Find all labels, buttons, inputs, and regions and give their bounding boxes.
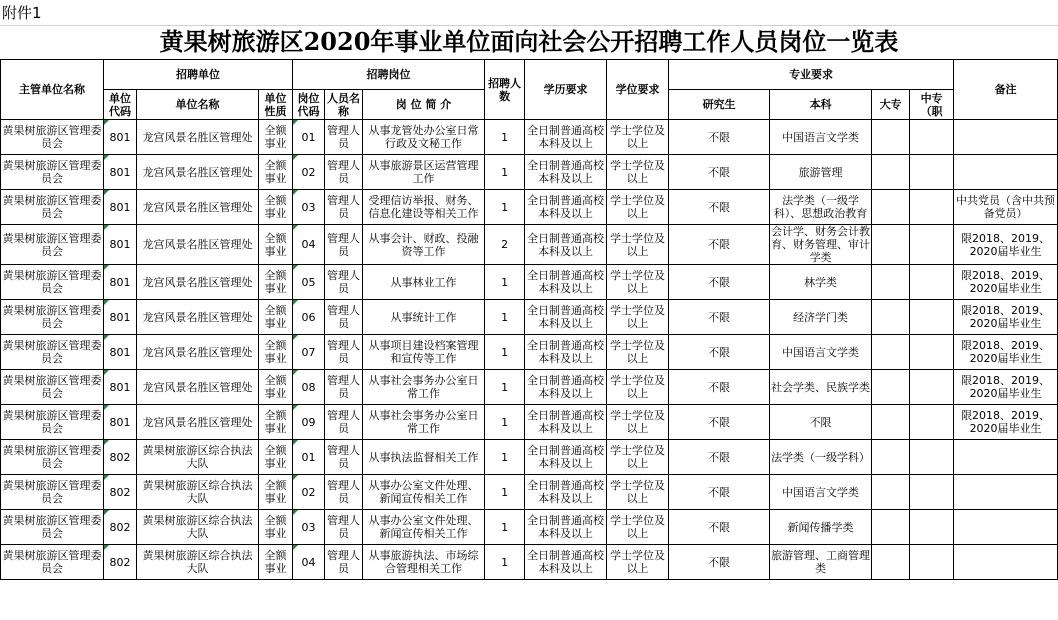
- cell-staff[interactable]: 管理人员: [325, 155, 363, 190]
- cell-vocational[interactable]: [910, 370, 954, 405]
- cell-college[interactable]: [872, 405, 910, 440]
- cell-college[interactable]: [872, 545, 910, 580]
- cell-count[interactable]: 2: [485, 225, 525, 265]
- cell-edu[interactable]: 全日制普通高校本科及以上: [525, 225, 607, 265]
- cell-post-code[interactable]: 02: [293, 475, 325, 510]
- cell-vocational[interactable]: [910, 190, 954, 225]
- cell-edu[interactable]: 全日制普通高校本科及以上: [525, 120, 607, 155]
- cell-undergrad[interactable]: 不限: [770, 405, 872, 440]
- cell-staff[interactable]: 管理人员: [325, 370, 363, 405]
- cell-desc[interactable]: 从事办公室文件处理、新闻宣传相关工作: [363, 510, 485, 545]
- cell-edu[interactable]: 全日制普通高校本科及以上: [525, 335, 607, 370]
- cell-undergrad[interactable]: 会计学、财务会计教育、财务管理、审计学类: [771, 225, 871, 264]
- cell-desc[interactable]: 从事办公室文件处理、新闻宣传相关工作: [363, 475, 485, 510]
- cell-supervisor[interactable]: 黄果树旅游区管理委员会: [1, 370, 104, 405]
- cell-undergrad[interactable]: 中国语言文学类: [770, 335, 872, 370]
- cell-degree[interactable]: 学士学位及以上: [607, 155, 669, 190]
- table-row: [1, 300, 1058, 335]
- cell-degree[interactable]: 学士学位及以上: [607, 190, 669, 225]
- cell-college[interactable]: [872, 265, 910, 300]
- cell-supervisor[interactable]: 黄果树旅游区管理委员会: [1, 475, 104, 510]
- cell-vocational[interactable]: [910, 155, 954, 190]
- cell-nature[interactable]: 全额事业: [259, 405, 293, 440]
- cell-unit-code[interactable]: 802: [104, 440, 137, 475]
- cell-staff[interactable]: 管理人员: [325, 120, 363, 155]
- table-row: [1, 120, 1058, 155]
- cell-desc[interactable]: 从事项目建设档案管理和宣传等工作: [363, 335, 485, 370]
- cell-grad[interactable]: 不限: [669, 155, 770, 190]
- cell-grad[interactable]: 不限: [669, 475, 770, 510]
- cell-college[interactable]: [872, 120, 910, 155]
- cell-remarks[interactable]: [954, 545, 1058, 580]
- cell-desc[interactable]: 从事执法监督相关工作: [363, 440, 485, 475]
- cell-count[interactable]: 1: [485, 545, 525, 580]
- cell-unit-code[interactable]: 801: [104, 225, 137, 265]
- cell-count[interactable]: 1: [485, 120, 525, 155]
- header-college: 大专: [872, 90, 910, 120]
- table-row: [1, 475, 1058, 510]
- cell-unit-name[interactable]: 龙宫风景名胜区管理处: [137, 120, 259, 155]
- header-remarks: 备注: [954, 60, 1058, 120]
- cell-vocational[interactable]: [910, 120, 954, 155]
- cell-remarks[interactable]: 限2018、2019、2020届毕业生: [954, 265, 1058, 300]
- cell-undergrad[interactable]: 中国语言文学类: [770, 120, 872, 155]
- header-unit-name: 单位名称: [137, 90, 259, 120]
- cell-degree[interactable]: 学士学位及以上: [607, 510, 669, 545]
- cell-post-code[interactable]: 08: [293, 370, 325, 405]
- cell-degree[interactable]: 学士学位及以上: [607, 405, 669, 440]
- cell-edu[interactable]: 全日制普通高校本科及以上: [525, 440, 607, 475]
- table-row: [1, 405, 1058, 440]
- cell-unit-name[interactable]: 龙宫风景名胜区管理处: [137, 370, 259, 405]
- cell-supervisor[interactable]: 黄果树旅游区管理委员会: [1, 225, 104, 265]
- cell-edu[interactable]: 全日制普通高校本科及以上: [525, 510, 607, 545]
- cell-vocational[interactable]: [910, 440, 954, 475]
- cell-desc[interactable]: 从事会计、财政、投融资等工作: [363, 225, 485, 265]
- annex-label: 附件1: [2, 4, 42, 22]
- cell-college[interactable]: [872, 370, 910, 405]
- table-row: [1, 225, 1058, 265]
- cell-college[interactable]: [872, 440, 910, 475]
- cell-degree[interactable]: 学士学位及以上: [607, 335, 669, 370]
- cell-supervisor[interactable]: 黄果树旅游区管理委员会: [1, 265, 104, 300]
- table-row: [1, 545, 1058, 580]
- cell-vocational[interactable]: [910, 545, 954, 580]
- cell-staff[interactable]: 管理人员: [325, 190, 363, 225]
- header-post-desc: 岗 位 简 介: [363, 90, 485, 120]
- cell-post-code[interactable]: 07: [293, 335, 325, 370]
- cell-vocational[interactable]: [910, 335, 954, 370]
- cell-staff[interactable]: 管理人员: [325, 440, 363, 475]
- cell-unit-name[interactable]: 黄果树旅游区综合执法大队: [137, 475, 259, 510]
- cell-staff[interactable]: 管理人员: [325, 545, 363, 580]
- cell-unit-name[interactable]: 龙宫风景名胜区管理处: [137, 265, 259, 300]
- cell-remarks[interactable]: 限2018、2019、2020届毕业生: [954, 300, 1058, 335]
- recruitment-table: [0, 59, 1058, 580]
- cell-count[interactable]: 1: [485, 335, 525, 370]
- cell-edu[interactable]: 全日制普通高校本科及以上: [525, 545, 607, 580]
- cell-degree[interactable]: 学士学位及以上: [607, 370, 669, 405]
- cell-degree[interactable]: 学士学位及以上: [607, 120, 669, 155]
- cell-undergrad[interactable]: 中国语言文学类: [770, 475, 872, 510]
- cell-edu[interactable]: 全日制普通高校本科及以上: [525, 190, 607, 225]
- cell-supervisor[interactable]: 黄果树旅游区管理委员会: [1, 510, 104, 545]
- cell-supervisor[interactable]: 黄果树旅游区管理委员会: [1, 405, 104, 440]
- table-row: [1, 440, 1058, 475]
- cell-degree[interactable]: 学士学位及以上: [607, 545, 669, 580]
- cell-nature[interactable]: 全额事业: [259, 440, 293, 475]
- cell-degree[interactable]: 学士学位及以上: [607, 265, 669, 300]
- header-major-group: 专业要求: [669, 60, 954, 90]
- cell-grad[interactable]: 不限: [669, 225, 770, 265]
- cell-unit-name[interactable]: 黄果树旅游区综合执法大队: [137, 510, 259, 545]
- cell-unit-name[interactable]: 龙宫风景名胜区管理处: [137, 225, 259, 265]
- cell-desc[interactable]: 从事旅游景区运营管理工作: [363, 155, 485, 190]
- cell-unit-code[interactable]: 802: [104, 510, 137, 545]
- cell-staff[interactable]: 管理人员: [325, 405, 363, 440]
- cell-post-code[interactable]: 04: [293, 225, 325, 265]
- cell-college[interactable]: [872, 300, 910, 335]
- cell-count[interactable]: 1: [485, 405, 525, 440]
- cell-desc[interactable]: 从事龙管处办公室日常行政及文秘工作: [363, 120, 485, 155]
- cell-grad[interactable]: 不限: [669, 120, 770, 155]
- cell-remarks[interactable]: 限2018、2019、2020届毕业生: [954, 370, 1058, 405]
- header-grad: 研究生: [669, 90, 770, 120]
- cell-remarks[interactable]: [954, 120, 1058, 155]
- cell-edu[interactable]: 全日制普通高校本科及以上: [525, 265, 607, 300]
- cell-grad[interactable]: 不限: [669, 300, 770, 335]
- header-staff-name: 人员名称: [325, 90, 363, 120]
- cell-supervisor[interactable]: 黄果树旅游区管理委员会: [1, 120, 104, 155]
- header-unit-nature: 单位性质: [259, 90, 293, 120]
- cell-unit-code[interactable]: 801: [104, 190, 137, 225]
- cell-undergrad[interactable]: 旅游管理: [770, 155, 872, 190]
- cell-degree[interactable]: 学士学位及以上: [607, 225, 669, 265]
- table-row: [1, 510, 1058, 545]
- cell-post-code[interactable]: 04: [293, 545, 325, 580]
- cell-staff[interactable]: 管理人员: [325, 510, 363, 545]
- cell-undergrad[interactable]: 旅游管理、工商管理类: [770, 545, 872, 580]
- cell-vocational[interactable]: [910, 475, 954, 510]
- cell-remarks[interactable]: 限2018、2019、2020届毕业生: [954, 405, 1058, 440]
- cell-degree[interactable]: 学士学位及以上: [607, 440, 669, 475]
- cell-grad[interactable]: 不限: [669, 335, 770, 370]
- cell-count[interactable]: 1: [485, 475, 525, 510]
- cell-unit-code[interactable]: 801: [104, 265, 137, 300]
- cell-post-code[interactable]: 03: [293, 190, 325, 225]
- cell-staff[interactable]: 管理人员: [325, 225, 363, 265]
- cell-supervisor[interactable]: 黄果树旅游区管理委员会: [1, 190, 104, 225]
- header-edu: 学历要求: [525, 60, 607, 120]
- cell-unit-code[interactable]: 802: [104, 475, 137, 510]
- cell-staff[interactable]: 管理人员: [325, 335, 363, 370]
- cell-grad[interactable]: 不限: [669, 405, 770, 440]
- header-undergrad: 本科: [770, 90, 872, 120]
- cell-vocational[interactable]: [910, 225, 954, 265]
- cell-unit-code[interactable]: 801: [104, 300, 137, 335]
- cell-unit-name[interactable]: 黄果树旅游区综合执法大队: [137, 545, 259, 580]
- cell-vocational[interactable]: [910, 265, 954, 300]
- cell-vocational[interactable]: [910, 405, 954, 440]
- cell-post-code[interactable]: 02: [293, 155, 325, 190]
- cell-undergrad[interactable]: 林学类: [770, 265, 872, 300]
- cell-supervisor[interactable]: 黄果树旅游区管理委员会: [1, 545, 104, 580]
- cell-nature[interactable]: 全额事业: [259, 225, 293, 265]
- cell-count[interactable]: 1: [485, 300, 525, 335]
- cell-supervisor[interactable]: 黄果树旅游区管理委员会: [1, 440, 104, 475]
- cell-remarks[interactable]: [954, 510, 1058, 545]
- cell-edu[interactable]: 全日制普通高校本科及以上: [525, 405, 607, 440]
- cell-grad[interactable]: 不限: [669, 190, 770, 225]
- cell-unit-code[interactable]: 801: [104, 155, 137, 190]
- table-row: [1, 335, 1058, 370]
- cell-supervisor[interactable]: 黄果树旅游区管理委员会: [1, 300, 104, 335]
- cell-undergrad[interactable]: 新闻传播学类: [770, 510, 872, 545]
- cell-grad[interactable]: 不限: [669, 370, 770, 405]
- cell-desc[interactable]: 从事社会事务办公室日常工作: [363, 370, 485, 405]
- cell-remarks[interactable]: [954, 440, 1058, 475]
- cell-nature[interactable]: 全额事业: [259, 475, 293, 510]
- cell-supervisor[interactable]: 黄果树旅游区管理委员会: [1, 335, 104, 370]
- cell-nature[interactable]: 全额事业: [259, 120, 293, 155]
- cell-college[interactable]: [872, 225, 910, 265]
- cell-nature[interactable]: 全额事业: [259, 545, 293, 580]
- header-degree: 学位要求: [607, 60, 669, 120]
- cell-post-code[interactable]: 01: [293, 120, 325, 155]
- cell-count[interactable]: 1: [485, 155, 525, 190]
- cell-undergrad[interactable]: 法学类（一级学科）: [770, 440, 872, 475]
- cell-undergrad[interactable]: 经济学门类: [770, 300, 872, 335]
- cell-grad[interactable]: 不限: [669, 545, 770, 580]
- cell-edu[interactable]: 全日制普通高校本科及以上: [525, 475, 607, 510]
- cell-nature[interactable]: 全额事业: [259, 335, 293, 370]
- table-row: [1, 190, 1058, 225]
- cell-nature[interactable]: 全额事业: [259, 265, 293, 300]
- table-row: [1, 155, 1058, 190]
- table-row: [1, 370, 1058, 405]
- cell-remarks[interactable]: 限2018、2019、2020届毕业生: [954, 335, 1058, 370]
- cell-nature[interactable]: 全额事业: [259, 370, 293, 405]
- cell-unit-name[interactable]: 龙宫风景名胜区管理处: [137, 335, 259, 370]
- cell-count[interactable]: 1: [485, 190, 525, 225]
- cell-college[interactable]: [872, 335, 910, 370]
- cell-desc[interactable]: 从事统计工作: [363, 300, 485, 335]
- header-supervisor: 主管单位名称: [1, 60, 104, 120]
- cell-college[interactable]: [872, 155, 910, 190]
- cell-unit-code[interactable]: 801: [104, 335, 137, 370]
- cell-count[interactable]: 1: [485, 370, 525, 405]
- cell-degree[interactable]: 学士学位及以上: [607, 300, 669, 335]
- cell-unit-code[interactable]: 801: [104, 120, 137, 155]
- cell-vocational[interactable]: [910, 300, 954, 335]
- header-post-code: 岗位代码: [293, 90, 325, 120]
- cell-nature[interactable]: 全额事业: [259, 510, 293, 545]
- cell-unit-name[interactable]: 龙宫风景名胜区管理处: [137, 300, 259, 335]
- cell-nature[interactable]: 全额事业: [259, 300, 293, 335]
- cell-remarks[interactable]: 限2018、2019、2020届毕业生: [954, 225, 1058, 265]
- cell-post-code[interactable]: 09: [293, 405, 325, 440]
- cell-unit-name[interactable]: 黄果树旅游区综合执法大队: [137, 440, 259, 475]
- cell-undergrad[interactable]: 社会学类、民族学类: [770, 370, 872, 405]
- cell-remarks[interactable]: [954, 155, 1058, 190]
- cell-nature[interactable]: 全额事业: [259, 155, 293, 190]
- cell-edu[interactable]: 全日制普通高校本科及以上: [525, 155, 607, 190]
- cell-desc[interactable]: 受理信访举报、财务、信息化建设等相关工作: [363, 190, 485, 225]
- cell-unit-code[interactable]: 802: [104, 545, 137, 580]
- cell-degree[interactable]: 学士学位及以上: [607, 475, 669, 510]
- cell-grad[interactable]: 不限: [669, 265, 770, 300]
- cell-post-code[interactable]: 05: [293, 265, 325, 300]
- cell-remarks[interactable]: 中共党员（含中共预备党员）: [954, 190, 1058, 225]
- cell-count[interactable]: 1: [485, 440, 525, 475]
- header-unit-code: 单位代码: [104, 90, 137, 120]
- cell-unit-name[interactable]: 龙宫风景名胜区管理处: [137, 155, 259, 190]
- cell-unit-code[interactable]: 801: [104, 370, 137, 405]
- cell-supervisor[interactable]: 黄果树旅游区管理委员会: [1, 155, 104, 190]
- header-count: 招聘人数: [485, 60, 525, 120]
- cell-undergrad[interactable]: 法学类（一级学科）、思想政治教育: [770, 190, 872, 225]
- cell-staff[interactable]: 管理人员: [325, 300, 363, 335]
- cell-remarks[interactable]: [954, 475, 1058, 510]
- cell-desc[interactable]: 从事旅游执法、市场综合管理相关工作: [363, 545, 485, 580]
- cell-unit-name[interactable]: 龙宫风景名胜区管理处: [137, 405, 259, 440]
- cell-count[interactable]: 1: [485, 265, 525, 300]
- cell-vocational[interactable]: [910, 510, 954, 545]
- cell-post-code[interactable]: 06: [293, 300, 325, 335]
- cell-unit-name[interactable]: 龙宫风景名胜区管理处: [137, 190, 259, 225]
- cell-unit-code[interactable]: 801: [104, 405, 137, 440]
- header-vocational: 中专（职: [910, 90, 954, 120]
- cell-staff[interactable]: 管理人员: [325, 475, 363, 510]
- cell-grad[interactable]: 不限: [669, 510, 770, 545]
- cell-staff[interactable]: 管理人员: [325, 265, 363, 300]
- cell-college[interactable]: [872, 190, 910, 225]
- cell-desc[interactable]: 从事林业工作: [363, 265, 485, 300]
- cell-edu[interactable]: 全日制普通高校本科及以上: [525, 370, 607, 405]
- cell-desc[interactable]: 从事社会事务办公室日常工作: [363, 405, 485, 440]
- header-post-group: 招聘岗位: [293, 60, 485, 90]
- cell-count[interactable]: 1: [485, 510, 525, 545]
- table-row: [1, 265, 1058, 300]
- cell-post-code[interactable]: 03: [293, 510, 325, 545]
- cell-post-code[interactable]: 01: [293, 440, 325, 475]
- header-unit-group: 招聘单位: [104, 60, 293, 90]
- cell-edu[interactable]: 全日制普通高校本科及以上: [525, 300, 607, 335]
- cell-college[interactable]: [872, 510, 910, 545]
- cell-college[interactable]: [872, 475, 910, 510]
- page-title: 黄果树旅游区2020年事业单位面向社会公开招聘工作人员岗位一览表: [159, 27, 899, 56]
- cell-nature[interactable]: 全额事业: [259, 190, 293, 225]
- cell-grad[interactable]: 不限: [669, 440, 770, 475]
